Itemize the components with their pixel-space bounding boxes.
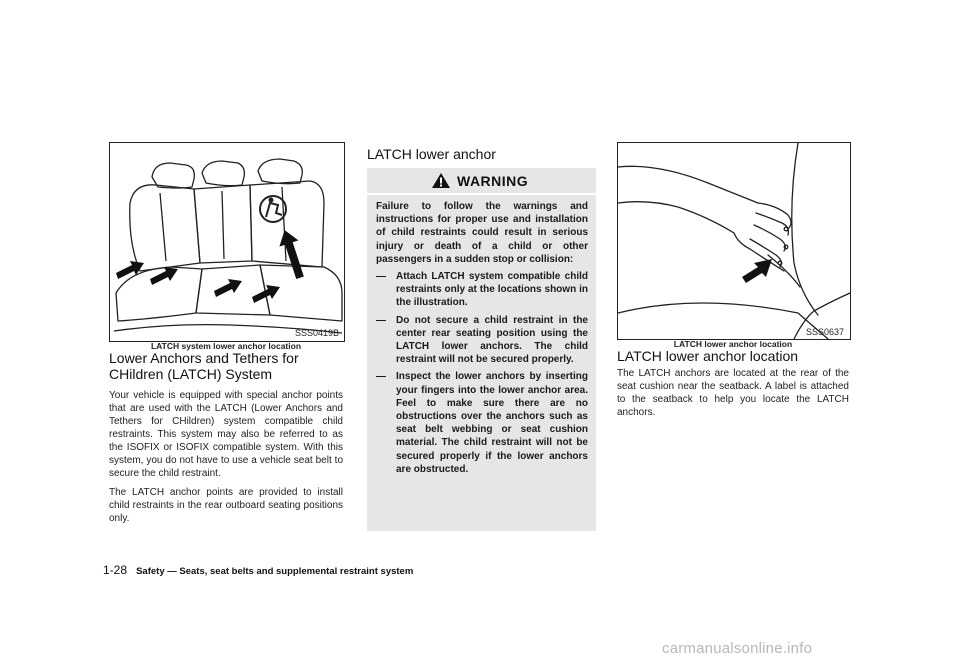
warning-item-text: Inspect the lower anchors by inserting your fingers into the lower anchor area. Feel to make sure there are no obstructions over the anchors such as seat belt webbing or seat cushion material. The child restraint will not be secured properly if the lower anchors are obstructed. xyxy=(396,371,588,475)
warning-intro: Failure to follow the warnings and instructions for proper use and installation of child restraints could result in serious injury or death of a child or other passengers in a sudden stop or collision: xyxy=(376,201,588,265)
figure-caption: LATCH lower anchor location xyxy=(673,339,793,349)
page-number: 1-28 xyxy=(103,563,128,577)
warning-box xyxy=(367,168,596,531)
paragraph: The LATCH anchors are located at the rear of the seat cushion near the seatback. A label is attached to the seatback to help you locate the LATCH anchors. xyxy=(617,368,849,418)
dash: — xyxy=(376,314,386,326)
dash: — xyxy=(376,271,386,283)
section-heading: LATCH lower anchor location xyxy=(617,348,799,364)
warning-header xyxy=(367,168,596,195)
warning-item xyxy=(376,370,588,476)
figure-code: SSS0637 xyxy=(806,327,845,337)
seat-anchor-illustration xyxy=(109,142,345,342)
section-heading: Lower Anchors and Tethers for CHildren (LATCH) System xyxy=(109,350,299,382)
rear-seat-drawing xyxy=(110,143,344,341)
figure-caption: LATCH system lower anchor location xyxy=(150,341,302,351)
warning-title: WARNING xyxy=(457,173,529,189)
dash: — xyxy=(376,371,386,383)
section-heading: LATCH lower anchor xyxy=(367,146,496,162)
figure-code: SSS0419B xyxy=(295,328,340,338)
watermark: carmanualsonline.info xyxy=(662,640,813,657)
section-body xyxy=(617,367,849,425)
hand-anchor-drawing xyxy=(618,143,850,339)
warning-item-text: Attach LATCH system compatible child restraints only at the locations shown in the illustration. xyxy=(396,271,588,309)
chapter-title: Safety — Seats, seat belts and supplemental restraint system xyxy=(136,566,414,577)
warning-item xyxy=(376,270,588,310)
warning-text xyxy=(376,200,588,480)
warning-item xyxy=(376,314,588,367)
page-footer xyxy=(103,563,413,577)
section-body xyxy=(109,389,343,531)
paragraph: The LATCH anchor points are provided to install child restraints in the rear outboard seating positions only. xyxy=(109,487,343,524)
warning-item-text: Do not secure a child restraint in the center rear seating position using the LATCH lower anchors. The child restraint will not be secured properly. xyxy=(396,314,588,366)
warning-triangle-icon xyxy=(431,172,451,189)
paragraph: Your vehicle is equipped with special anchor points that are used with the LATCH (Lower Anchors and Tethers for CHildren) system compatible child restraints. This system may also be referred to as the ISOFIX or ISOFIX compatible system. With this system, you do not have to use a vehicle seat belt to secure the child restraint. xyxy=(109,390,343,479)
anchor-location-illustration xyxy=(617,142,851,340)
